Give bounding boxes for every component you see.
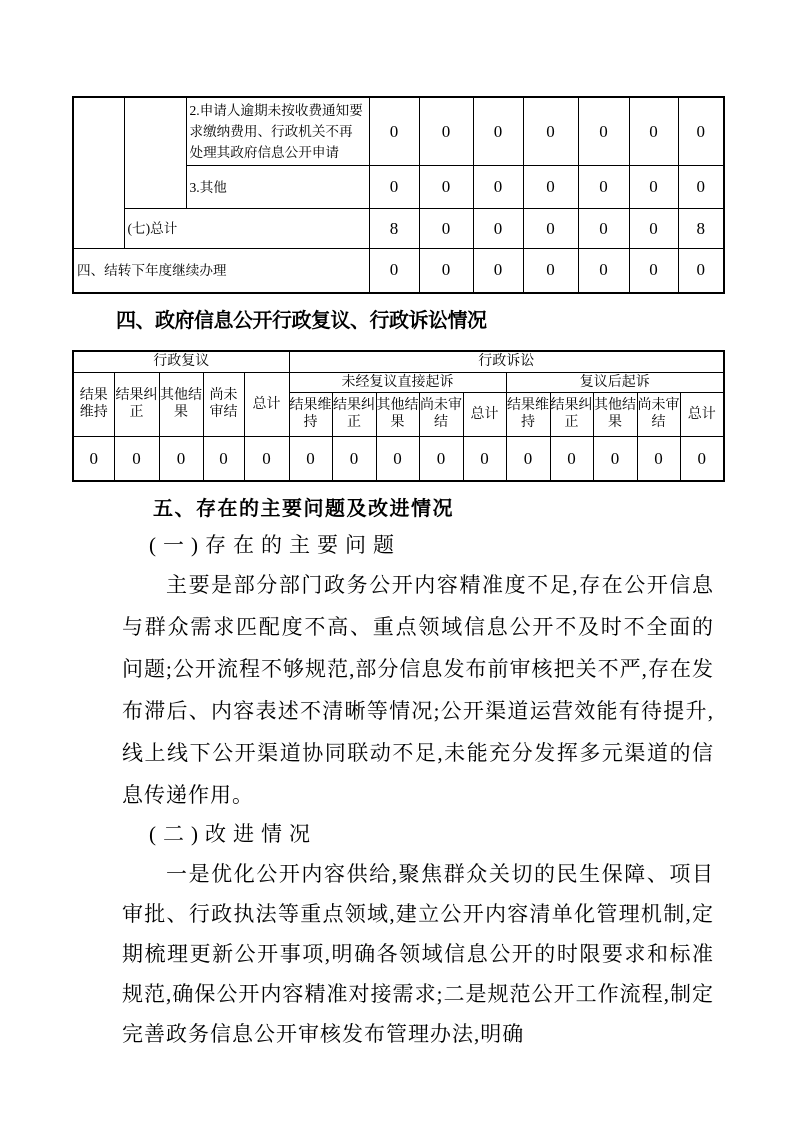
cell-value: 0 <box>419 249 473 293</box>
spanner-cell-a <box>73 97 124 249</box>
cell-value: 0 <box>629 249 678 293</box>
cell-value: 0 <box>473 97 523 166</box>
section4-title: 四、政府信息公开行政复议、行政诉讼情况 <box>116 310 487 332</box>
cell-value: 0 <box>629 166 678 209</box>
row-label: 2.申请人逾期未按收费通知要求缴纳费用、行政机关不再处理其政府信息公开申请 <box>186 97 369 166</box>
column-header: 其他结果 <box>376 392 419 436</box>
column-header: 尚未审结 <box>637 392 680 436</box>
cell-value: 0 <box>244 436 289 481</box>
section5-paragraph-2: 一是优化公开内容供给,聚焦群众关切的民生保障、项目审批、行政执法等重点领域,建立公开内容清单化管理机制,定期梳理更新公开事项,明确各领域信息公开的时限要求和标准规范,确保公开内容精准对接需求;二是规范公开工作流程,制定完善政务信息公开审核发布管理办法,明确 <box>122 862 714 1046</box>
cell-value: 0 <box>419 436 463 481</box>
section5-paragraph-1: 主要是部分部门政务公开内容精准度不足,存在公开信息与群众需求匹配度不高、重点领域信息公开不及时不全面的问题;公开流程不够规范,部分信息发布前审核把关不严,存在发布滞后、内容表述不清晰等情况;公开渠道运营效能有待提升,线上线下公开渠道协同联动不足,未能充分发挥多元渠道的信息传递作用。 <box>122 573 714 807</box>
review-litigation-table <box>72 350 725 482</box>
column-header: 尚未审结 <box>419 392 463 436</box>
cell-value: 0 <box>419 209 473 249</box>
spanner-cell-b <box>124 97 186 209</box>
column-header: 结果维持 <box>289 392 332 436</box>
cell-value: 0 <box>159 436 203 481</box>
subgroup-header: 复议后起诉 <box>506 372 724 392</box>
group-header: 行政复议 <box>73 351 289 372</box>
cell-value: 0 <box>419 97 473 166</box>
cell-value: 0 <box>593 436 637 481</box>
cell-value: 0 <box>506 436 550 481</box>
column-header: 总计 <box>244 372 289 436</box>
section5-subheading-2: (二)改进情况 <box>149 822 317 846</box>
cell-value: 0 <box>473 249 523 293</box>
column-header: 尚未审结 <box>203 372 244 436</box>
row-label: (七)总计 <box>124 209 369 249</box>
table-row <box>73 97 724 166</box>
cell-value: 0 <box>369 166 419 209</box>
cell-value: 0 <box>678 97 724 166</box>
cell-value: 0 <box>578 209 629 249</box>
cell-value: 0 <box>523 166 578 209</box>
cell-value: 0 <box>523 97 578 166</box>
cell-value: 0 <box>578 166 629 209</box>
table-row <box>73 209 724 249</box>
column-header: 结果纠正 <box>114 372 159 436</box>
cell-value: 0 <box>419 166 473 209</box>
cell-value: 0 <box>678 166 724 209</box>
table-row <box>73 372 724 392</box>
cell-value: 0 <box>473 166 523 209</box>
cell-value: 0 <box>332 436 376 481</box>
cell-value: 0 <box>369 97 419 166</box>
cell-value: 0 <box>114 436 159 481</box>
cell-value: 0 <box>550 436 593 481</box>
row-label: 四、结转下年度继续办理 <box>73 249 369 293</box>
table-row <box>73 351 724 372</box>
cell-value: 0 <box>463 436 506 481</box>
column-header: 结果维持 <box>73 372 114 436</box>
cell-value: 8 <box>678 209 724 249</box>
column-header: 结果纠正 <box>332 392 376 436</box>
table-row <box>73 436 724 481</box>
subgroup-header: 未经复议直接起诉 <box>289 372 506 392</box>
row-label: 3.其他 <box>186 166 369 209</box>
cell-value: 0 <box>369 249 419 293</box>
cell-value: 0 <box>680 436 724 481</box>
cell-value: 0 <box>376 436 419 481</box>
group-header: 行政诉讼 <box>289 351 724 372</box>
cell-value: 8 <box>369 209 419 249</box>
cell-value: 0 <box>578 97 629 166</box>
cell-value: 0 <box>629 97 678 166</box>
cell-value: 0 <box>629 209 678 249</box>
column-header: 结果纠正 <box>550 392 593 436</box>
column-header: 总计 <box>680 392 724 436</box>
column-header: 结果维持 <box>506 392 550 436</box>
table-row <box>73 249 724 293</box>
cell-value: 0 <box>73 436 114 481</box>
section5-subheading-1: (一)存在的主要问题 <box>149 533 401 557</box>
cell-value: 0 <box>678 249 724 293</box>
section5-title: 五、存在的主要问题及改进情况 <box>153 498 454 520</box>
cell-value: 0 <box>523 209 578 249</box>
column-header: 其他结果 <box>159 372 203 436</box>
cell-value: 0 <box>523 249 578 293</box>
column-header: 其他结果 <box>593 392 637 436</box>
cell-value: 0 <box>289 436 332 481</box>
cell-value: 0 <box>473 209 523 249</box>
cell-value: 0 <box>203 436 244 481</box>
cell-value: 0 <box>637 436 680 481</box>
application-results-table <box>72 96 725 294</box>
cell-value: 0 <box>578 249 629 293</box>
column-header: 总计 <box>463 392 506 436</box>
